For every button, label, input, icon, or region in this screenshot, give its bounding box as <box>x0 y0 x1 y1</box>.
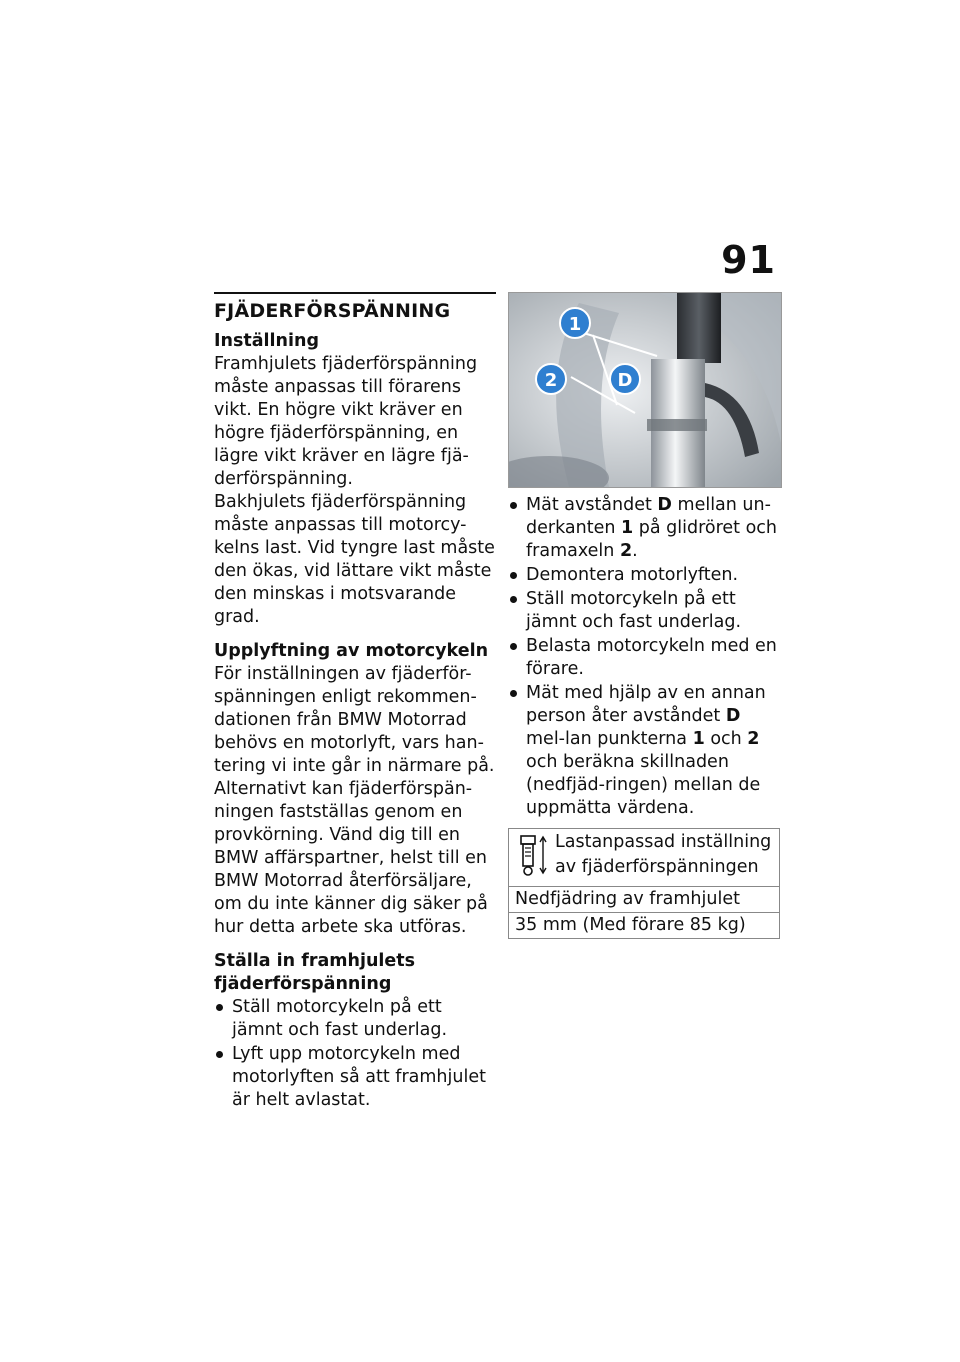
ref-1: 1 <box>621 518 634 538</box>
left-bullet-list <box>214 996 496 1112</box>
paragraph-rear-preload: Bakhjulets fjäderförspänning måste anpassas till motorcy-kelns last. Vid tyngre last måste den ökas, vid lättare vikt måste den minskas i motsvarande grad. <box>214 492 495 627</box>
ref-2: 2 <box>747 729 760 749</box>
list-item <box>508 682 780 820</box>
list-item: Demontera motorlyften. <box>508 564 780 587</box>
spec-row-label: Nedfjädring av framhjulet <box>509 887 780 913</box>
page-number: 91 <box>721 238 776 282</box>
text-span: Mät avståndet <box>526 495 658 515</box>
list-item: Ställ motorcykeln på ett jämnt och fast underlag. <box>214 996 496 1042</box>
callout-d-label: D <box>617 370 633 391</box>
spec-row-value: 35 mm (Med förare 85 kg) <box>509 913 780 939</box>
list-item: Lyft upp motorcykeln med motorlyften så att framhjulet är helt avlastat. <box>214 1043 496 1112</box>
list-item: Ställ motorcykeln på ett jämnt och fast underlag. <box>508 588 780 634</box>
heading-stalla-in: Ställa in framhjulets fjäderförspänning <box>214 951 416 994</box>
left-column <box>214 292 496 1113</box>
right-column <box>508 292 780 939</box>
text-span: . <box>632 541 638 561</box>
text-span: och <box>704 729 748 749</box>
text-span: Mät med hjälp av en annan person åter avståndet <box>526 683 766 726</box>
text-span: och beräkna skillnaden (nedfjäd-ringen) mellan de uppmätta värdena. <box>526 752 761 818</box>
heading-installning: Inställning <box>214 331 319 351</box>
text-span: på glidröret och framaxeln <box>526 518 778 561</box>
ref-2: 2 <box>619 541 633 561</box>
text-span: mel-lan punkterna <box>526 729 693 749</box>
paragraph-test-ride: Alternativt kan fjäderförspän-ningen fastställas genom en provkörning. Vänd dig till en BMW affärspartner, helst till en BMW Motorrad återförsäljare, om du inte känner dig säker på hur detta arbete ska utföras. <box>214 779 488 937</box>
spec-table <box>508 828 780 939</box>
fork-illustration <box>509 293 781 487</box>
callout-1-label: 1 <box>568 314 582 335</box>
section-rule <box>214 292 496 294</box>
suspension-spring-icon <box>515 830 555 885</box>
callout-2-label: 2 <box>544 370 558 391</box>
spec-table-title: Lastanpassad inställning av fjäderförspänningen <box>555 832 772 877</box>
right-bullet-list <box>508 494 780 820</box>
ref-d: D <box>725 706 741 726</box>
paragraph-front-preload: Framhjulets fjäderförspänning måste anpassas till förarens vikt. En högre vikt kräver en högre fjäderförspänning, en lägre vikt kräver en lägre fjä-derförspänning. <box>214 354 478 489</box>
heading-upplyftning: Upplyftning av motorcykeln <box>214 641 489 661</box>
ref-d: D <box>657 495 672 515</box>
text-span: mellan un-derkanten <box>526 495 771 538</box>
list-item: Belasta motorcykeln med en förare. <box>508 635 780 681</box>
spec-table-header <box>509 829 780 887</box>
ref-1: 1 <box>692 729 705 749</box>
fork-measurement-figure <box>508 292 782 488</box>
list-item <box>508 494 780 563</box>
section-title: FJÄDERFÖRSPÄNNING <box>214 300 451 322</box>
paragraph-motorlift: För inställningen av fjäderför-spänningen enligt rekommen-dationen från BMW Motorrad behövs en motorlyft, vars han-tering vi inte går in närmare på. <box>214 664 495 776</box>
